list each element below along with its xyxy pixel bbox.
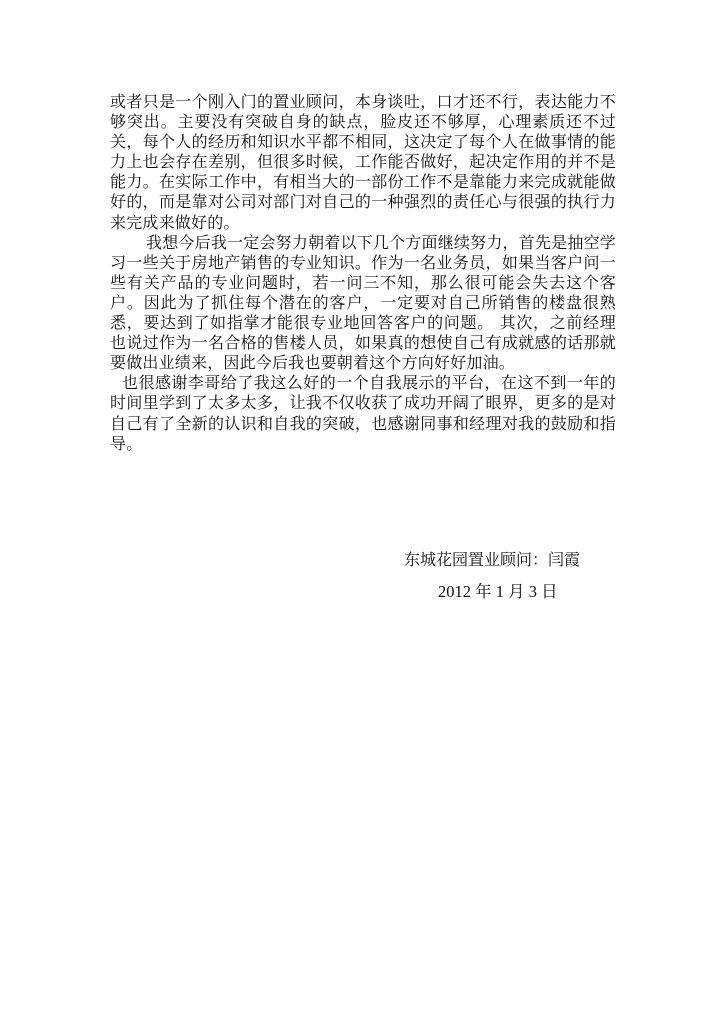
signature-line: 东城花园置业顾问：闫霞 [404, 550, 581, 569]
document-body [110, 92, 616, 454]
paragraph-3: 也很感谢李哥给了我这么好的一个自我展示的平台，在这不到一年的时间里学到了太多太多，让我不仅收获了成功开阔了眼界，更多的是对自己有了全新的认识和自我的突破，也感谢同事和经理对我的鼓励和指导。 [110, 373, 616, 453]
date-line: 2012 年 1 月 3 日 [438, 582, 558, 601]
paragraph-1: 或者只是一个刚入门的置业顾问，本身谈吐，口才还不行，表达能力不够突出。主要没有突破自身的缺点，脸皮还不够厚，心理素质还不过关，每个人的经历和知识水平都不相同，这决定了每个人在做事情的能力上也会存在差别，但很多时候，工作能否做好，起决定作用的并不是能力。在实际工作中，有相当大的一部份工作不是靠能力来完成就能做好的，而是靠对公司对部门对自己的一种强烈的责任心与很强的执行力来完成来做好的。 [110, 92, 616, 232]
paragraph-2: 我想今后我一定会努力朝着以下几个方面继续努力，首先是抽空学习一些关于房地产销售的专业知识。作为一名业务员，如果当客户问一些有关产品的专业问题时，若一问三不知，那么很可能会失去这个客户。因此为了抓住每个潜在的客户，一定要对自己所销售的楼盘很熟悉，要达到了如指掌才能很专业地回答客户的问题。 其次，之前经理也说过作为一名合格的售楼人员，如果真的想使自己有成就感的话那就要做出业绩来，因此今后我也要朝着这个方向好好加油。 [110, 232, 616, 373]
